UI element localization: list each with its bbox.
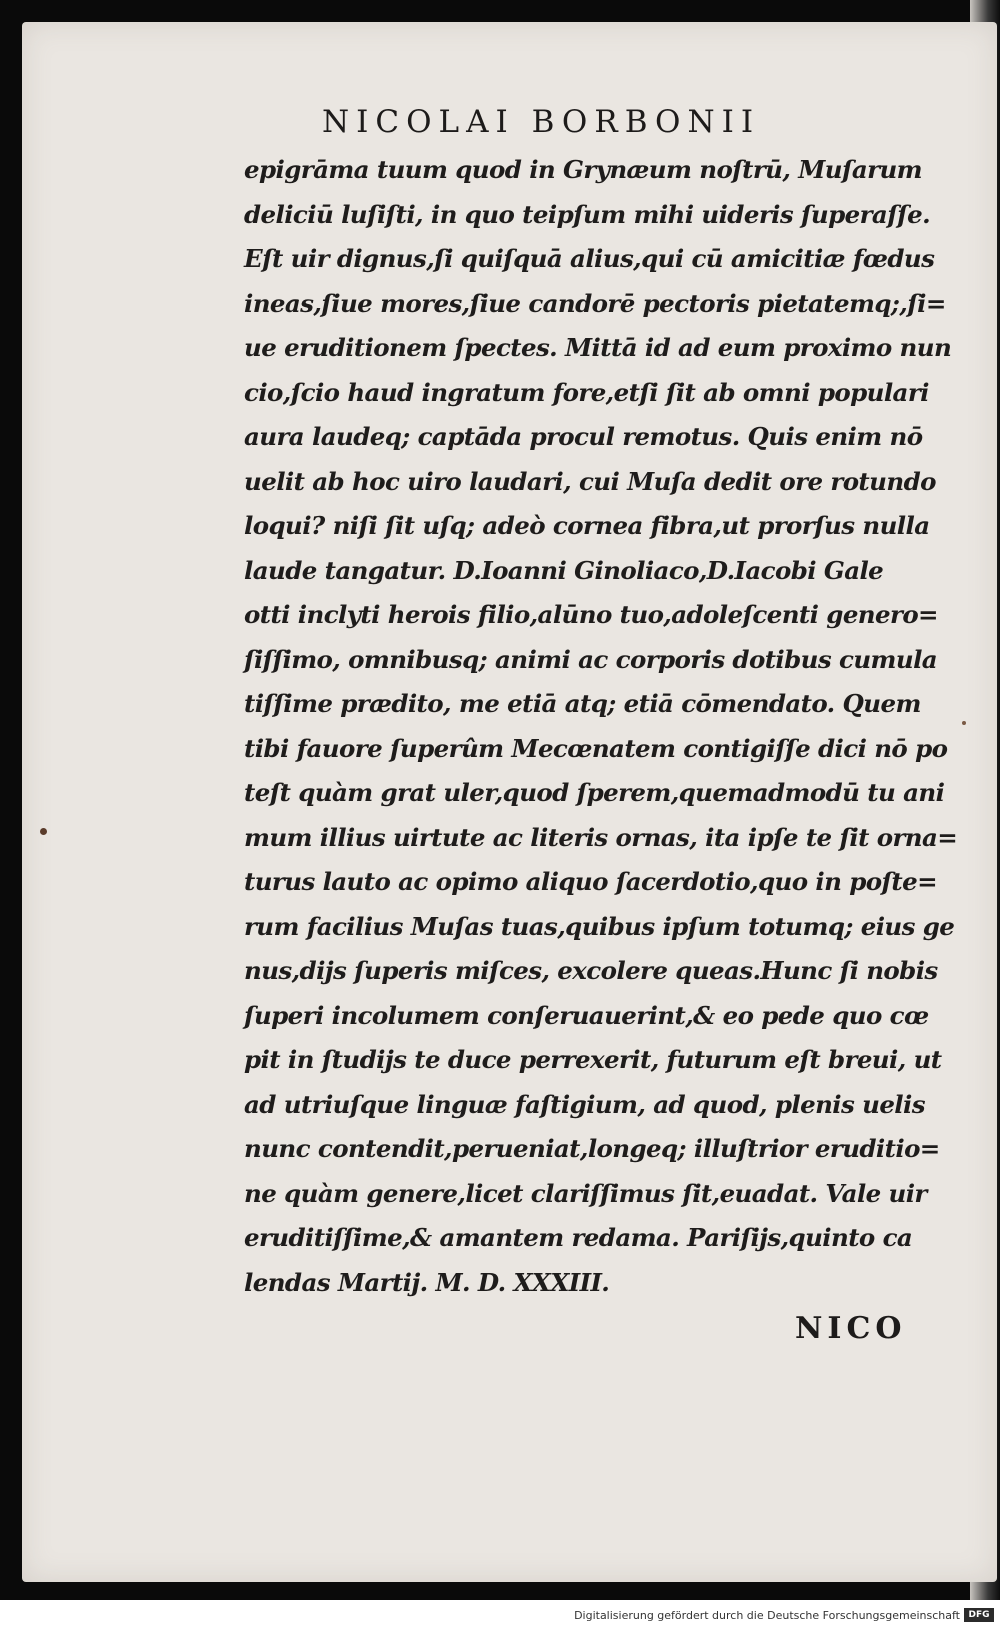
- ink-speck: [40, 828, 47, 835]
- body-text: [244, 148, 958, 1305]
- text-line: cio,ſcio haud ingratum fore,etſi ſit ab omni populari: [244, 377, 929, 407]
- ink-speck: [962, 721, 966, 725]
- text-line: tibi fauore ſuperûm Mecœnatem contigiſſe dici nō po: [244, 733, 948, 763]
- text-line: tiſſime prædito, me etiā atq; etiā cōmendato. Quem: [244, 689, 921, 718]
- text-line: rum facilius Muſas tuas,quibus ipſum totumq; eius ge: [244, 911, 955, 941]
- text-line: turus lauto ac opimo aliquo ſacerdotio,quo in poſte=: [244, 867, 938, 896]
- text-line: uelit ab hoc uiro laudari, cui Muſa dedit ore rotundo: [244, 466, 936, 496]
- footer-credit: Digitalisierung gefördert durch die Deutsche Forschungsgemeinschaft: [574, 1609, 960, 1622]
- text-line: nunc contendit,perueniat,longeq; illuſtrior eruditio=: [244, 1134, 940, 1163]
- text-line: eruditiſſime,& amantem redama. Pariſijs,quinto ca: [244, 1223, 913, 1252]
- text-line: laude tangatur. D.Ioanni Ginoliaco,D.Iacobi Gale: [244, 555, 884, 585]
- text-line: ne quàm genere,licet clariſſimus ſit,euadat. Vale uir: [244, 1178, 927, 1208]
- text-line: ad utriuſque linguæ faſtigium, ad quod, plenis uelis: [244, 1089, 925, 1119]
- text-line: Eſt uir dignus,ſi quiſquā alius,qui cū amicitiæ fœdus: [244, 244, 935, 273]
- text-line: otti inclyti herois filio,alūno tuo,adoleſcenti genero=: [244, 600, 938, 629]
- text-line: aura laudeq; captāda procul remotus. Quis enim nō: [244, 422, 923, 451]
- text-line: nus,dijs ſuperis miſces, excolere queas.Hunc ſi nobis: [244, 956, 938, 985]
- text-line: ſuperi incolumem conſeruauerint,& eo pede quo cœ: [244, 1000, 929, 1030]
- footer-bar: [0, 1600, 1000, 1636]
- text-line: mum illius uirtute ac literis ornas, ita ipſe te ſit orna=: [244, 822, 958, 852]
- dfg-logo: DFG: [964, 1608, 994, 1622]
- text-line: loqui? niſi ſit uſq; adeò cornea fibra,ut prorſus nulla: [244, 511, 930, 540]
- text-line: teſt quàm grat uler,quod ſperem,quemadmodū tu ani: [244, 778, 945, 807]
- catchword: NICO: [795, 1311, 907, 1346]
- text-line: deliciū luſiſti, in quo teipſum mihi uideris ſuperaſſe.: [244, 199, 931, 229]
- text-line: pit in ſtudijs te duce perrexerit, futurum eſt breui, ut: [244, 1045, 942, 1074]
- text-line: lendas Martij. M. D. XXXIII.: [244, 1267, 610, 1297]
- text-line: epigrāma tuum quod in Grynæum noſtrū, Muſarum: [244, 155, 923, 184]
- text-line: ſiſſimo, omnibusq; animi ac corporis dotibus cumula: [244, 644, 938, 674]
- running-head: NICOLAI BORBONII: [322, 104, 761, 140]
- text-line: ue eruditionem ſpectes. Mittā id ad eum proximo nun: [244, 333, 952, 362]
- text-line: ineas,ſiue mores,ſiue candorē pectoris pietatemq;,ſi=: [244, 288, 946, 318]
